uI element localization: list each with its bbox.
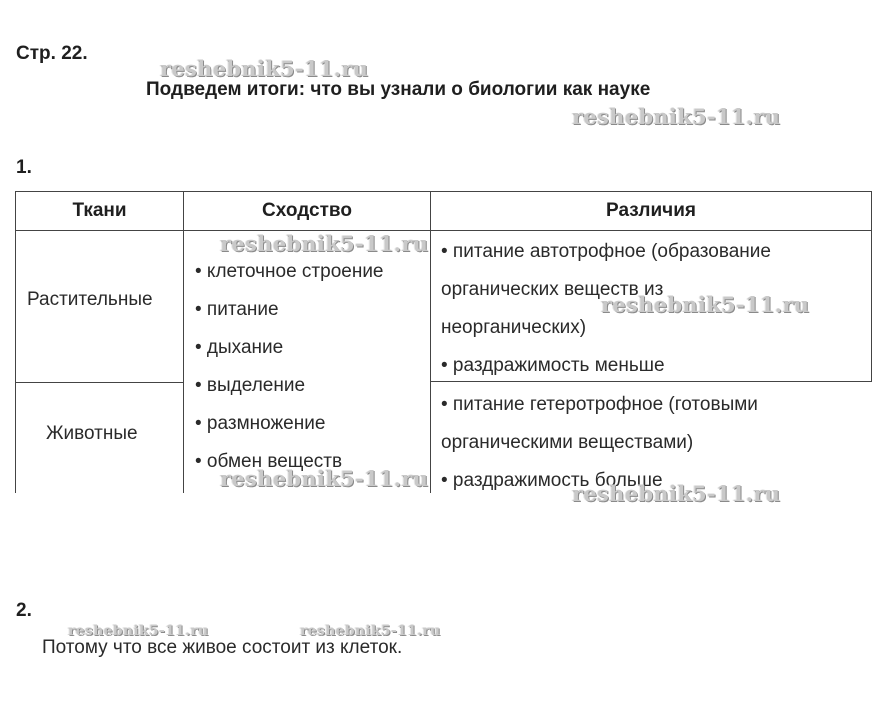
page-number: Стр. 22. — [16, 43, 88, 64]
list-item: • питание — [195, 299, 279, 320]
table-right-border — [871, 191, 872, 381]
question-2-number: 2. — [16, 600, 32, 621]
header-tissues: Ткани — [72, 200, 127, 221]
header-differences: Различия — [606, 200, 696, 221]
list-item: • питание автотрофное (образование — [441, 241, 771, 262]
tissue-plant: Растительные — [27, 289, 153, 310]
col-divider-1 — [183, 191, 184, 493]
list-item: • обмен веществ — [195, 451, 343, 472]
list-item: • клеточное строение — [195, 261, 384, 282]
table-header-border — [15, 230, 872, 231]
header-similarity: Сходство — [262, 200, 352, 221]
watermark: reshebnik5-11.ru — [220, 466, 429, 491]
tissue-animal: Животные — [46, 423, 138, 444]
watermark: reshebnik5-11.ru — [160, 56, 369, 81]
list-item: • питание гетеротрофное (готовыми — [441, 394, 758, 415]
list-item: органическими веществами) — [441, 432, 694, 453]
col-divider-2 — [430, 191, 431, 493]
list-item: • дыхание — [195, 337, 284, 358]
watermark: reshebnik5-11.ru — [68, 623, 209, 639]
watermark: reshebnik5-11.ru — [572, 104, 781, 129]
row-divider-left — [15, 382, 184, 383]
question-2-answer: Потому что все живое состоит из клеток. — [42, 637, 403, 658]
list-item: неорганических) — [441, 317, 587, 338]
list-item: • выделение — [195, 375, 306, 396]
watermark: reshebnik5-11.ru — [300, 623, 441, 639]
list-item: органических веществ из — [441, 279, 664, 300]
question-1-number: 1. — [16, 157, 32, 178]
watermark: reshebnik5-11.ru — [601, 292, 810, 317]
page-heading: Подведем итоги: что вы узнали о биологии как науке — [146, 79, 651, 100]
list-item: • раздражимость меньше — [441, 355, 665, 376]
watermark: reshebnik5-11.ru — [572, 481, 781, 506]
list-item: • размножение — [195, 413, 326, 434]
similarities-list — [195, 253, 384, 481]
table-left-border — [15, 191, 16, 493]
list-item: • раздражимость больше — [441, 470, 663, 491]
watermark: reshebnik5-11.ru — [220, 231, 429, 256]
